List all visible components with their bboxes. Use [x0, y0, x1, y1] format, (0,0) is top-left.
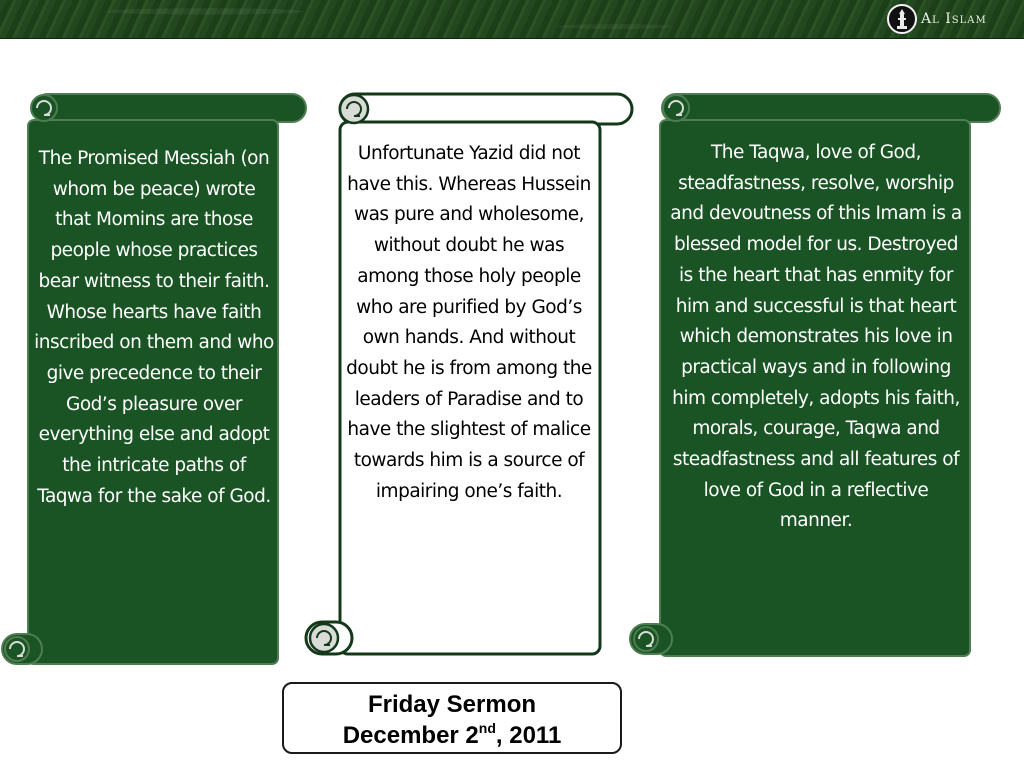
scroll-middle — [300, 92, 640, 672]
logo-text: Al Islam — [921, 11, 987, 27]
scroll-right-text: The Taqwa, love of God, steadfastness, resolve, worship and devoutness of this Imam is a blessed model for us. Destroyed is the heart that has enmity for him and successful is that heart which demonstrates his love in practical ways and in following him completely, adopts his faith, morals, courage, Taqwa and steadfastness and all features of love of God in a reflective manner. — [670, 142, 962, 532]
sermon-caption — [282, 682, 622, 754]
caption-title: Friday Sermon — [367, 691, 537, 718]
scroll-left-text: The Promised Messiah (on whom be peace) wrote that Momins are those people whose practices bear witness to their faith. Whose hearts have faith inscribed on them and who give precedence to their God’s pleasure over everything else and adopt the intricate paths of Taqwa for the sake of God. — [34, 148, 274, 507]
scroll-middle-text: Unfortunate Yazid did not have this. Whereas Hussein was pure and wholesome, without doubt he was among those holy people who are purified by God’s own hands. And without doubt he is from among the leaders of Paradise and to have the slightest of malice towards him is a source of impairing one’s faith. — [346, 143, 592, 502]
minaret-emblem-icon — [887, 4, 917, 34]
caption-date-end: , 2011 — [495, 722, 562, 749]
caption-date-suffix: nd — [478, 720, 496, 736]
scroll-right — [628, 92, 1004, 662]
header-banner — [0, 0, 1024, 39]
scroll-left — [0, 92, 310, 672]
caption-date-prefix: December 2 — [342, 722, 479, 749]
caption-date — [284, 720, 620, 751]
